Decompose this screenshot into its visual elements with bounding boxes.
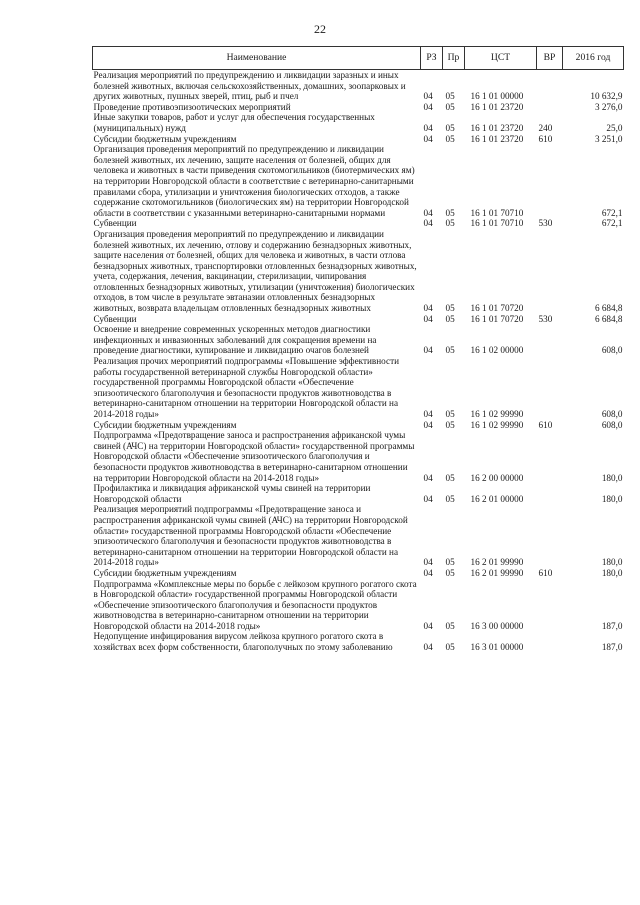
table-row bbox=[93, 218, 624, 229]
table-row bbox=[93, 420, 624, 431]
cell-name: Субсидии бюджетным учреждениям bbox=[93, 567, 237, 578]
cell-vr bbox=[537, 483, 563, 504]
table-row bbox=[93, 483, 624, 504]
cell-sum: 672,1 bbox=[601, 207, 623, 218]
cell-cst: 16 1 01 23720 bbox=[470, 133, 524, 144]
cell-name: Недопущение инфицирования вирусом лейкоза крупного рогатого скота в хозяйствах всех форм собственности, благополучных по этому заболеванию bbox=[93, 631, 393, 653]
table-row bbox=[93, 134, 624, 145]
cell-sum: 187,0 bbox=[601, 620, 623, 631]
table-row bbox=[93, 314, 624, 325]
table-body bbox=[93, 70, 624, 653]
cell-sum: 6 684,8 bbox=[594, 303, 623, 314]
cell-vr bbox=[537, 70, 563, 102]
cell-pr: 05 bbox=[445, 642, 455, 653]
cell-cst: 16 3 00 00000 bbox=[470, 620, 524, 631]
table-row bbox=[93, 229, 624, 314]
header-rz: РЗ bbox=[421, 47, 443, 70]
cell-name: Профилактика и ликвидация африканской чумы свиней на территории Новгородской области bbox=[93, 483, 371, 504]
table-row bbox=[93, 568, 624, 579]
cell-sum: 187,0 bbox=[601, 642, 623, 653]
cell-pr: 05 bbox=[445, 567, 455, 578]
cell-vr bbox=[537, 102, 563, 113]
cell-cst: 16 3 01 00000 bbox=[470, 642, 524, 653]
cell-name: Иные закупки товаров, работ и услуг для обеспечения государственных (муниципальных) нужд bbox=[93, 112, 375, 133]
header-name: Наименование bbox=[93, 47, 421, 70]
cell-sum: 3 251,0 bbox=[594, 133, 623, 144]
cell-cst: 16 1 01 70720 bbox=[470, 313, 524, 324]
table-row bbox=[93, 144, 624, 218]
cell-cst: 16 1 02 99990 bbox=[470, 419, 524, 430]
cell-vr bbox=[537, 579, 563, 632]
cell-name: Субсидии бюджетным учреждениям bbox=[93, 419, 237, 430]
cell-rz: 04 bbox=[423, 642, 433, 653]
cell-rz: 04 bbox=[423, 620, 433, 631]
cell-pr: 05 bbox=[445, 207, 455, 218]
cell-vr: 530 bbox=[538, 218, 553, 229]
cell-vr bbox=[537, 229, 563, 314]
cell-vr: 610 bbox=[538, 133, 553, 144]
cell-name: Реализация прочих мероприятий подпрограммы «Повышение эффективности работы государственной ветеринарной службы Новгородской области» государственной программы Новгородской области «Обеспечение эпизоотического благополучия и безопасности продуктов животноводства в ветеринарно-санитарном отношении на территории Новгородской области на 2014-2018 годы» bbox=[93, 356, 400, 419]
cell-cst: 16 1 01 70720 bbox=[470, 303, 524, 314]
cell-cst: 16 1 01 70710 bbox=[470, 207, 524, 218]
cell-sum: 180,0 bbox=[601, 493, 623, 504]
cell-rz: 04 bbox=[423, 91, 433, 102]
cell-sum: 10 632,9 bbox=[590, 91, 623, 102]
table-row bbox=[93, 112, 624, 133]
cell-cst: 16 1 01 23720 bbox=[470, 122, 524, 133]
cell-sum: 608,0 bbox=[601, 345, 623, 356]
cell-rz: 04 bbox=[423, 493, 433, 504]
cell-vr bbox=[537, 356, 563, 420]
cell-name: Реализация мероприятий по предупреждению и ликвидации заразных и иных болезней животных, включая сельскохозяйственных, домашних, зоопарковых и других животных, пушных зверей, птиц, рыб и пчел bbox=[93, 70, 406, 102]
cell-name: Подпрограмма «Предотвращение заноса и распространения африканской чумы свиней (АЧС) на территории Новгородской области» государственной программы Новгородской области «Обеспечение эпизоотического благополучия и безопасности продуктов животноводства в ветеринарно-санитарном отношении на территории Новгородской области на 2014-2018 годы» bbox=[93, 430, 415, 483]
cell-name: Субвенции bbox=[93, 313, 137, 324]
table-row bbox=[93, 504, 624, 568]
table-row bbox=[93, 102, 624, 113]
cell-vr: 610 bbox=[538, 419, 553, 430]
header-cst: ЦСТ bbox=[465, 47, 537, 70]
cell-name: Подпрограмма «Комплексные меры по борьбе с лейкозом крупного рогатого скота в Новгородской области» государственной программы Новгородской области «Обеспечение эпизоотического благополучия и безопасности продуктов животноводства в ветеринарно-санитарном отношении на территории Новгородской области на 2014-2018 годы» bbox=[93, 578, 417, 631]
cell-rz: 04 bbox=[423, 472, 433, 483]
header-vr: ВР bbox=[537, 47, 563, 70]
cell-sum: 672,1 bbox=[601, 218, 623, 229]
cell-rz: 04 bbox=[423, 122, 433, 133]
cell-rz: 04 bbox=[423, 133, 433, 144]
cell-vr bbox=[537, 631, 563, 652]
budget-table bbox=[92, 46, 624, 653]
cell-cst: 16 2 00 00000 bbox=[470, 472, 524, 483]
cell-pr: 05 bbox=[445, 472, 455, 483]
cell-name: Реализация мероприятий подпрограммы «Предотвращение заноса и распространения африканской чумы свиней (АЧС) на территории Новгородской области» государственной программы Новгородской области «Обеспечение эпизоотического благополучия и безопасности продуктов животноводства в ветеринарно-санитарном отношении на территории Новгородской области на 2014-2018 годы» bbox=[93, 504, 408, 568]
cell-pr: 05 bbox=[445, 122, 455, 133]
cell-pr: 05 bbox=[445, 313, 455, 324]
cell-rz: 04 bbox=[423, 409, 433, 419]
cell-pr: 05 bbox=[445, 345, 455, 356]
cell-sum: 25,0 bbox=[606, 122, 623, 133]
cell-pr: 05 bbox=[445, 419, 455, 430]
cell-cst: 16 1 02 99990 bbox=[470, 409, 524, 419]
cell-vr: 610 bbox=[538, 567, 553, 578]
table-row bbox=[93, 430, 624, 483]
cell-sum: 608,0 bbox=[601, 409, 623, 419]
cell-sum: 608,0 bbox=[601, 419, 623, 430]
cell-rz: 04 bbox=[423, 557, 433, 568]
cell-cst: 16 1 01 00000 bbox=[470, 91, 524, 102]
cell-vr bbox=[537, 324, 563, 356]
cell-rz: 04 bbox=[423, 303, 433, 314]
table-header-row bbox=[93, 47, 624, 70]
cell-sum: 3 276,0 bbox=[594, 101, 623, 112]
cell-cst: 16 1 01 23720 bbox=[470, 101, 524, 112]
cell-pr: 05 bbox=[445, 133, 455, 144]
cell-cst: 16 2 01 99990 bbox=[470, 567, 524, 578]
cell-rz: 04 bbox=[423, 313, 433, 324]
cell-name: Проведение противоэпизоотических мероприятий bbox=[93, 101, 291, 112]
cell-cst: 16 1 02 00000 bbox=[470, 345, 524, 356]
header-sum: 2016 год bbox=[563, 47, 624, 70]
cell-rz: 04 bbox=[423, 567, 433, 578]
cell-vr bbox=[537, 504, 563, 568]
cell-vr bbox=[537, 144, 563, 218]
cell-pr: 05 bbox=[445, 620, 455, 631]
cell-cst: 16 2 01 00000 bbox=[470, 493, 524, 504]
cell-sum: 180,0 bbox=[601, 567, 623, 578]
cell-name: Освоение и внедрение современных ускоренных методов диагностики инфекционных и инвазионных заболеваний для сокращения времени на проведение диагностики, купирование и ликвидацию очагов болезней bbox=[93, 324, 377, 356]
cell-cst: 16 2 01 99990 bbox=[470, 557, 524, 568]
cell-pr: 05 bbox=[445, 409, 455, 419]
cell-pr: 05 bbox=[445, 303, 455, 314]
cell-rz: 04 bbox=[423, 218, 433, 229]
cell-pr: 05 bbox=[445, 218, 455, 229]
cell-vr: 530 bbox=[538, 313, 553, 324]
cell-name: Организация проведения мероприятий по предупреждению и ликвидации болезней животных, их лечению, отлову и содержанию безнадзорных животных, защите населения от болезней, общих для человека и животных, в части отлова безнадзорных животных, транспортировки отловленных безнадзорных животных, учета, содержания, лечения, вакцинации, стерилизации, чипирования отловленных безнадзорных животных, утилизации (уничтожения) биологических отходов, в том числе в результате эвтаназии отловленных безнадзорных животных, возврата владельцам отловленных безнадзорных животных bbox=[93, 228, 417, 314]
table-row bbox=[93, 356, 624, 420]
cell-pr: 05 bbox=[445, 101, 455, 112]
cell-pr: 05 bbox=[445, 493, 455, 504]
cell-sum: 6 684,8 bbox=[594, 313, 623, 324]
table-row bbox=[93, 579, 624, 632]
cell-name: Организация проведения мероприятий по предупреждению и ликвидации болезней животных, их лечению, защите населения от болезней, общих для человека и животных в части приведения скотомогильников (биотермических ям) на территории Новгородской области в соответствие с ветеринарно-санитарными правилами сбора, утилизации и уничтожения биологических отходов, а также содержание скотомогильников (биологических ям) на территории Новгородской области в соответствии с указанными ветеринарно-санитарными нормами bbox=[93, 144, 415, 218]
table-row bbox=[93, 324, 624, 356]
cell-sum: 180,0 bbox=[601, 472, 623, 483]
table-row bbox=[93, 631, 624, 652]
header-pr: Пр bbox=[443, 47, 465, 70]
cell-rz: 04 bbox=[423, 207, 433, 218]
cell-vr: 240 bbox=[538, 122, 553, 133]
cell-pr: 05 bbox=[445, 557, 455, 568]
cell-name: Субвенции bbox=[93, 218, 137, 229]
table-row bbox=[93, 70, 624, 102]
cell-pr: 05 bbox=[445, 91, 455, 102]
cell-cst: 16 1 01 70710 bbox=[470, 218, 524, 229]
cell-rz: 04 bbox=[423, 345, 433, 356]
cell-name: Субсидии бюджетным учреждениям bbox=[93, 133, 237, 144]
cell-sum: 180,0 bbox=[601, 557, 623, 568]
cell-rz: 04 bbox=[423, 101, 433, 112]
page-number: 22 bbox=[314, 22, 326, 36]
cell-vr bbox=[537, 430, 563, 483]
cell-rz: 04 bbox=[423, 419, 433, 430]
